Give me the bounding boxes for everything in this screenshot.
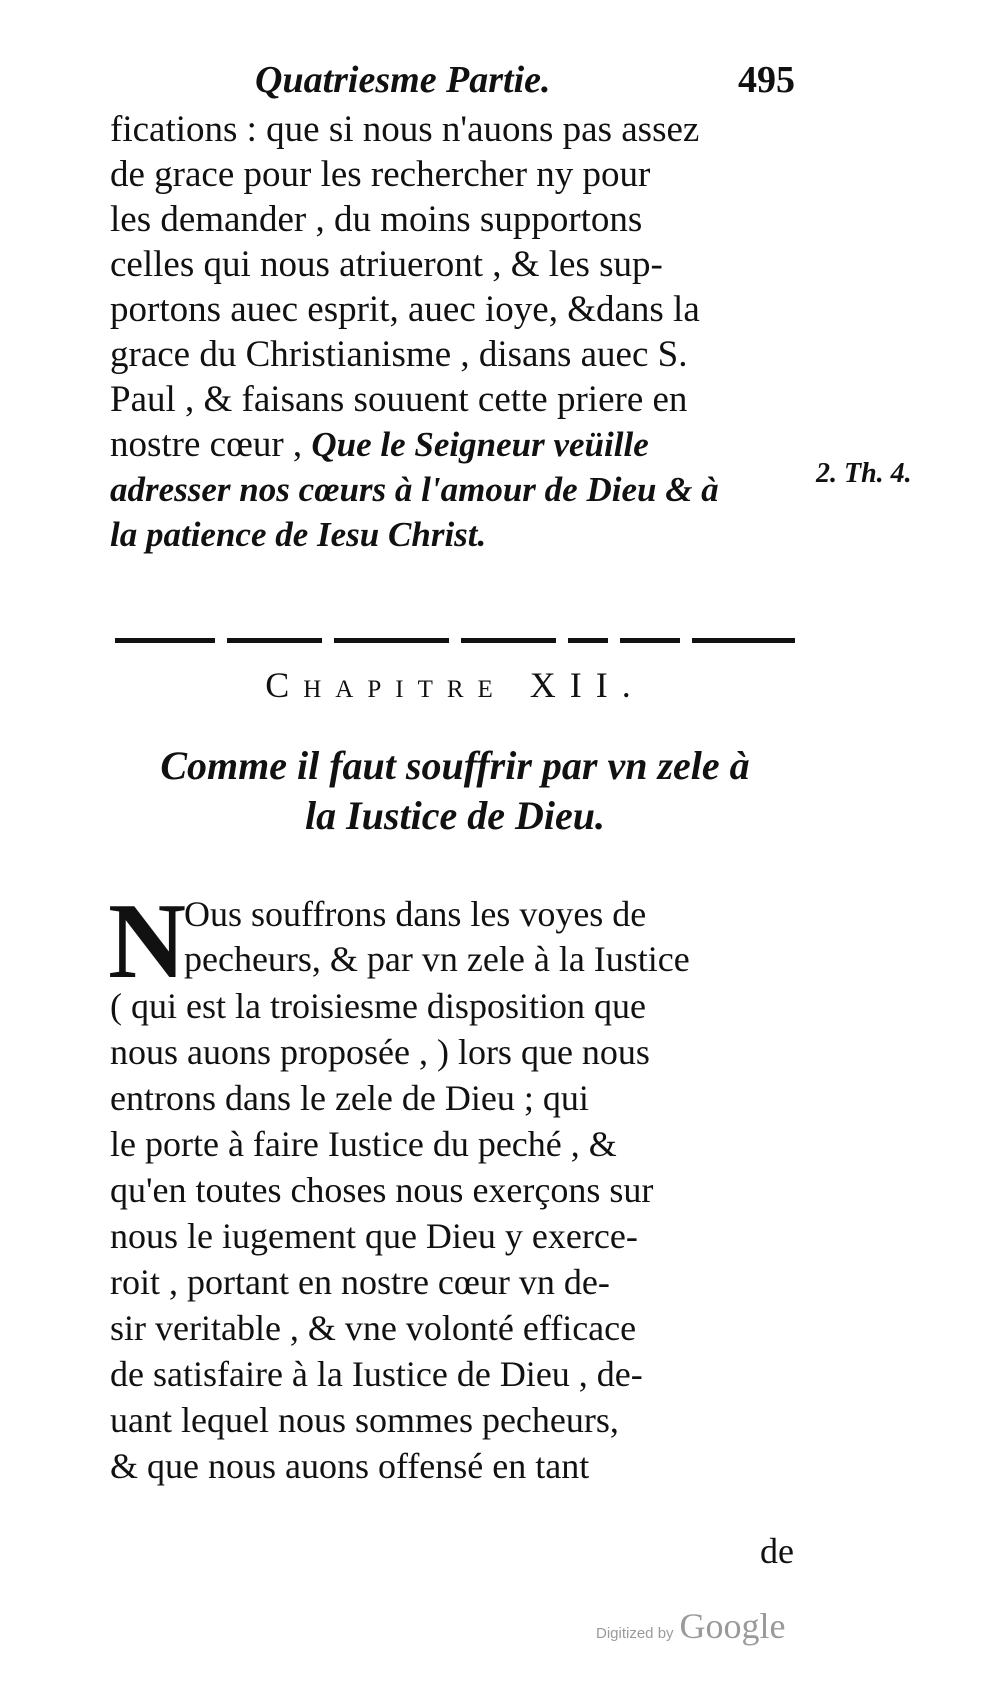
- text-line: de grace pour les rechercher ny pour: [110, 154, 651, 195]
- text-line: portons auec esprit, auec ioye, &dans la: [110, 289, 700, 330]
- chapter-divider-rule: [115, 638, 795, 644]
- body-line: qu'en toutes choses nous exerçons sur: [110, 1170, 654, 1210]
- google-logo: Google: [679, 1606, 786, 1646]
- text-line: Paul , & faisans souuent cette priere en: [110, 379, 688, 420]
- running-head: Quatriesme Partie.: [255, 59, 551, 101]
- roman-text: nostre cœur ,: [110, 424, 312, 465]
- body-line: Ous souffrons dans les voyes de: [184, 894, 647, 934]
- body-line: uant lequel nous sommes pecheurs,: [110, 1400, 619, 1440]
- page-number: 495: [738, 59, 795, 101]
- digitized-watermark: [596, 1605, 786, 1647]
- text-line: les demander , du moins supportons: [110, 199, 643, 240]
- chapter-title-line: la Iustice de Dieu.: [305, 793, 605, 838]
- text-line: grace du Christianisme , disans auec S.: [110, 334, 688, 375]
- text-line-mixed: [110, 423, 649, 467]
- italic-line: la patience de Iesu Christ.: [110, 515, 487, 554]
- margin-reference: 2. Th. 4.: [816, 458, 912, 489]
- body-line: nous le iugement que Dieu y exerce-: [110, 1216, 638, 1256]
- chapter-heading: Chapitre XII.: [265, 665, 645, 705]
- body-line: nous auons proposée , ) lors que nous: [110, 1032, 650, 1072]
- body-line: le porte à faire Iustice du peché , &: [110, 1124, 617, 1164]
- body-line: entrons dans le zele de Dieu ; qui: [110, 1078, 589, 1118]
- text-line: celles qui nous atriueront , & les sup-: [110, 244, 663, 285]
- text-line: fications : que si nous n'auons pas assez: [110, 109, 700, 150]
- body-line: pecheurs, & par vn zele à la Iustice: [184, 939, 690, 979]
- body-line: de satisfaire à la Iustice de Dieu , de-: [110, 1354, 643, 1394]
- body-line: roit , portant en nostre cœur vn de-: [110, 1262, 610, 1302]
- drop-capital: N: [108, 882, 186, 1001]
- digitized-label: Digitized by: [596, 1625, 674, 1642]
- italic-text: Que le Seigneur veüille: [311, 425, 649, 464]
- page-header: [255, 58, 795, 108]
- chapter-title-line: Comme il faut souffrir par vn zele à: [160, 743, 750, 788]
- catchword: de: [760, 1531, 794, 1571]
- body-line: ( qui est la troisiesme disposition que: [110, 986, 646, 1026]
- body-line: sir veritable , & vne volonté efficace: [110, 1308, 637, 1348]
- italic-line: adresser nos cœurs à l'amour de Dieu & à: [110, 470, 719, 509]
- body-line: & que nous auons offensé en tant: [110, 1446, 590, 1486]
